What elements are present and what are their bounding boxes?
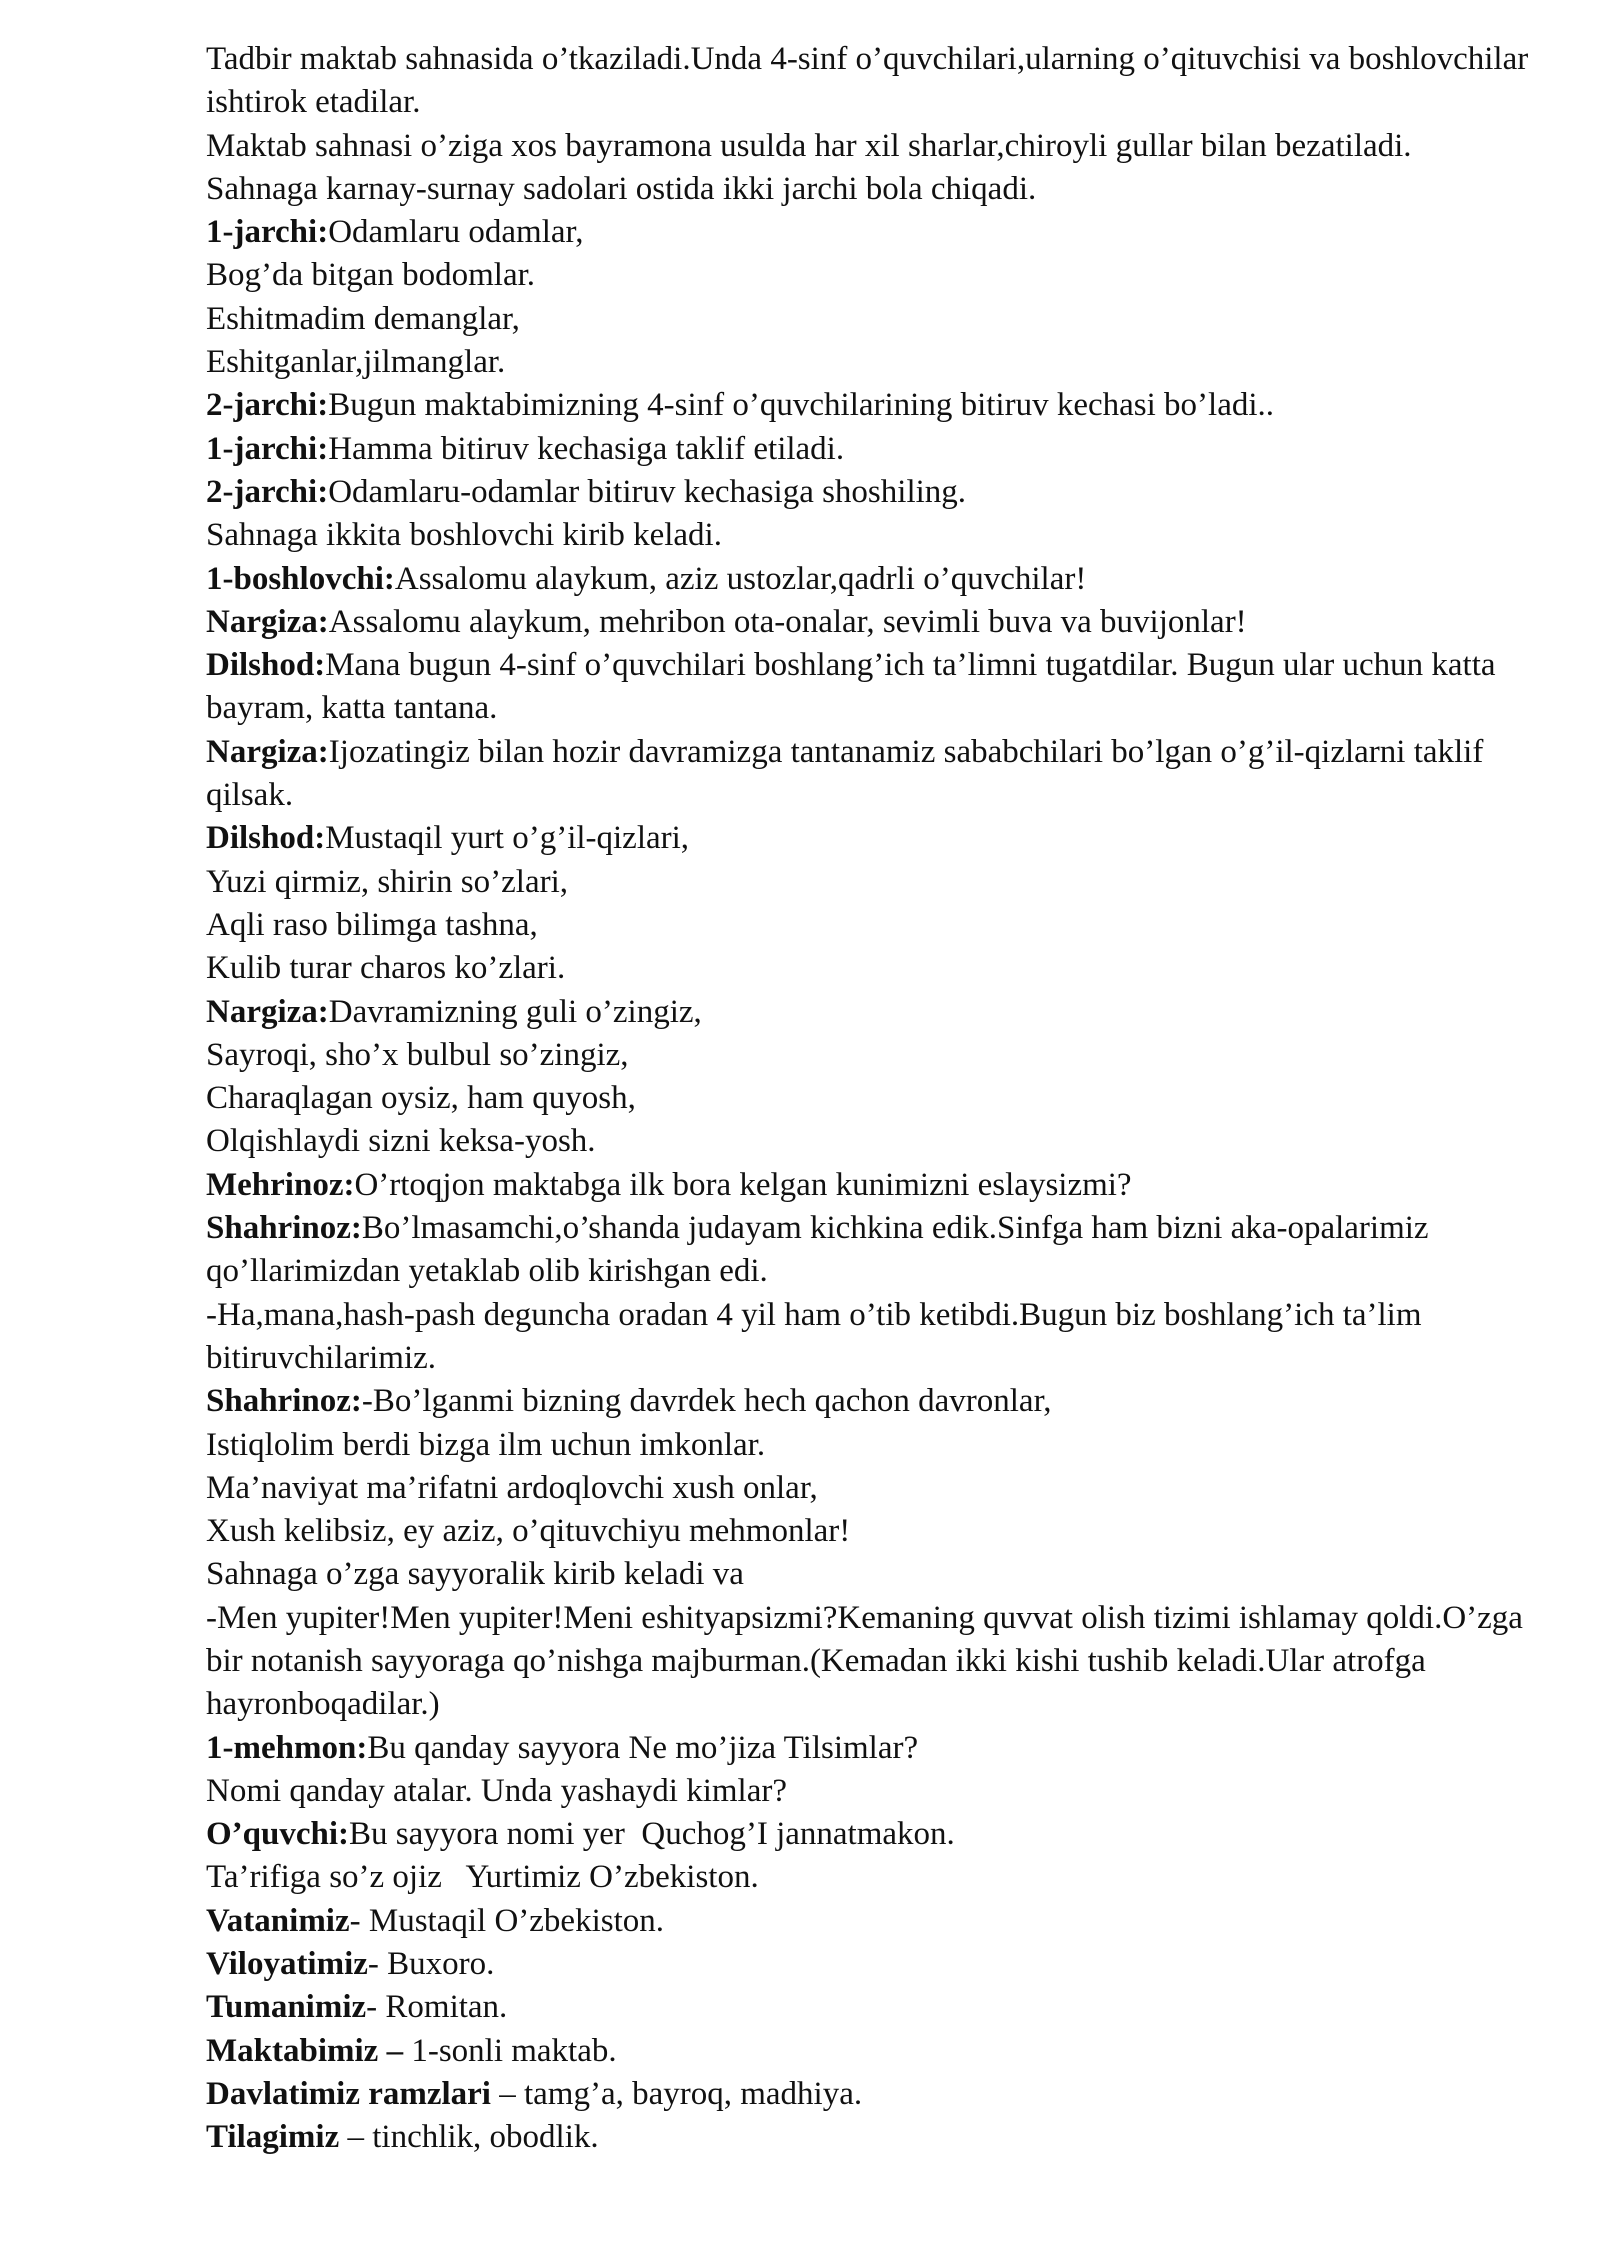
paragraph-text: Ijozatingiz bilan hozir davramizga tantanamiz sababchilari bo’lgan o’g’il-qizlarni taklif qilsak. <box>206 733 1492 814</box>
paragraph-text: - Buxoro. <box>367 1946 495 1983</box>
paragraph-text: – tamg’a, bayroq, madhiya. <box>490 2075 863 2112</box>
script-paragraph <box>206 1424 1546 1467</box>
script-paragraph <box>206 1164 1546 1207</box>
script-paragraph <box>206 817 1546 860</box>
speaker-label: 2-jarchi: <box>206 473 329 510</box>
script-paragraph <box>206 1077 1546 1120</box>
paragraph-text: Bu qanday sayyora Ne mo’jiza Tilsimlar? <box>367 1729 919 1766</box>
paragraph-text: Sahnaga o’zga sayyoralik kirib keladi va <box>206 1556 744 1593</box>
script-paragraph <box>206 2030 1546 2073</box>
script-paragraph <box>206 1034 1546 1077</box>
script-paragraph <box>206 1553 1546 1596</box>
paragraph-text: Hamma bitiruv kechasiga taklif etiladi. <box>328 430 845 467</box>
paragraph-text: Charaqlagan oysiz, ham quyosh, <box>206 1080 636 1117</box>
paragraph-text: Assalomu alaykum, mehribon ota-onalar, sevimli buva va buvijonlar! <box>328 603 1247 640</box>
document-page <box>206 38 1546 2160</box>
speaker-label: 2-jarchi: <box>206 387 329 424</box>
speaker-label: Shahrinoz: <box>206 1383 362 1420</box>
paragraph-text: Eshitmadim demanglar, <box>206 300 520 337</box>
paragraph-text: Bo’lmasamchi,o’shanda judayam kichkina edik.Sinfga ham bizni aka-opalarimiz qo’llarimizdan yetaklab olib kirishgan edi. <box>206 1210 1437 1290</box>
script-paragraph <box>206 644 1546 731</box>
paragraph-text: Eshitganlar,jilmanglar. <box>206 344 506 381</box>
script-paragraph <box>206 904 1546 947</box>
speaker-label: Dilshod: <box>206 820 326 857</box>
script-paragraph <box>206 1467 1546 1510</box>
paragraph-text: Mana bugun 4-sinf o’quvchilari boshlang’ich ta’limni tugatdilar. Bugun ular uchun katta bayram, katta tantana. <box>206 647 1504 727</box>
paragraph-text: Odamlaru odamlar, <box>328 214 584 251</box>
speaker-label: 1-boshlovchi: <box>206 560 395 597</box>
script-paragraph <box>206 861 1546 904</box>
speaker-label: 1-mehmon: <box>206 1729 368 1766</box>
script-paragraph <box>206 125 1546 168</box>
paragraph-text: Yuzi qirmiz, shirin so’zlari, <box>206 863 569 900</box>
paragraph-text: Bog’da bitgan bodomlar. <box>206 257 536 294</box>
speaker-label: O’quvchi: <box>206 1816 350 1853</box>
paragraph-text: -Ha,mana,hash-pash deguncha oradan 4 yil ham o’tib ketibdi.Bugun biz boshlang’ich ta’lim bitiruvchilarimiz. <box>206 1296 1430 1376</box>
script-paragraph <box>206 947 1546 990</box>
script-paragraph <box>206 1120 1546 1163</box>
paragraph-text: -Men yupiter!Men yupiter!Meni eshityapsizmi?Kemaning quvvat olish tizimi ishlamay qoldi.O’zga bir notanish sayyoraga qo’nishga majburman.(Kemadan ikki kishi tushib keladi.Ular atrofga hayronboqadilar.) <box>206 1599 1532 1723</box>
paragraph-text: Mustaqil yurt o’g’il-qizlari, <box>325 820 690 857</box>
paragraph-text: O’rtoqjon maktabga ilk bora kelgan kunimizni eslaysizmi? <box>354 1166 1132 1203</box>
paragraph-text: Maktab sahnasi o’ziga xos bayramona usulda har xil sharlar,chiroyli gullar bilan bezatiladi. <box>206 127 1412 164</box>
paragraph-text: Bu sayyora nomi yer Quchog’I jannatmakon. <box>349 1816 955 1853</box>
speaker-label: Shahrinoz: <box>206 1210 362 1247</box>
script-paragraph <box>206 1900 1546 1943</box>
script-paragraph <box>206 2073 1546 2116</box>
speaker-label: Nargiza: <box>206 733 329 770</box>
paragraph-text: Ma’naviyat ma’rifatni ardoqlovchi xush onlar, <box>206 1469 818 1506</box>
paragraph-text: - Mustaqil O’zbekiston. <box>349 1902 664 1939</box>
speaker-label: Vatanimiz <box>206 1902 350 1939</box>
script-paragraph <box>206 1727 1546 1770</box>
script-paragraph <box>206 991 1546 1034</box>
script-paragraph <box>206 254 1546 297</box>
speaker-label: Davlatimiz ramzlari <box>206 2075 491 2112</box>
paragraph-text: Sahnaga ikkita boshlovchi kirib keladi. <box>206 517 722 554</box>
script-paragraph <box>206 298 1546 341</box>
paragraph-text: Odamlaru-odamlar bitiruv kechasiga shoshiling. <box>328 473 967 510</box>
speaker-label: Nargiza: <box>206 603 329 640</box>
script-paragraph <box>206 1770 1546 1813</box>
script-paragraph <box>206 1943 1546 1986</box>
script-paragraph <box>206 1294 1546 1381</box>
script-paragraph <box>206 1597 1546 1727</box>
paragraph-text: Davramizning guli o’zingiz, <box>328 993 702 1030</box>
script-paragraph <box>206 601 1546 644</box>
script-paragraph <box>206 168 1546 211</box>
speaker-label: 1-jarchi: <box>206 430 329 467</box>
paragraph-text: Nomi qanday atalar. Unda yashaydi kimlar? <box>206 1772 787 1809</box>
script-paragraph <box>206 731 1546 818</box>
paragraph-text: – tinchlik, obodlik. <box>339 2119 599 2156</box>
script-paragraph <box>206 471 1546 514</box>
script-paragraph <box>206 1207 1546 1294</box>
paragraph-text: Sayroqi, sho’x bulbul so’zingiz, <box>206 1036 629 1073</box>
speaker-label: Maktabimiz – <box>206 2032 404 2069</box>
speaker-label: Dilshod: <box>206 647 326 684</box>
script-paragraph <box>206 384 1546 427</box>
paragraph-text: Kulib turar charos ko’zlari. <box>206 950 566 987</box>
script-paragraph <box>206 2116 1546 2159</box>
paragraph-text: - Romitan. <box>366 1989 508 2026</box>
paragraph-text: -Bo’lganmi bizning davrdek hech qachon davronlar, <box>361 1383 1052 1420</box>
paragraph-text: Bugun maktabimizning 4-sinf o’quvchilarining bitiruv kechasi bo’ladi.. <box>328 387 1275 424</box>
paragraph-text: Tadbir maktab sahnasida o’tkaziladi.Unda 4-sinf o’quvchilari,ularning o’qituvchisi va boshlovchilar ishtirok etadilar. <box>206 41 1537 121</box>
script-paragraph <box>206 1380 1546 1423</box>
script-paragraph <box>206 558 1546 601</box>
speaker-label: Viloyatimiz <box>206 1946 368 1983</box>
paragraph-text: 1-sonli maktab. <box>403 2032 617 2069</box>
paragraph-text: Olqishlaydi sizni keksa-yosh. <box>206 1123 596 1160</box>
speaker-label: Nargiza: <box>206 993 329 1030</box>
script-paragraph <box>206 211 1546 254</box>
speaker-label: Tilagimiz <box>206 2119 340 2156</box>
script-paragraph <box>206 341 1546 384</box>
paragraph-text: Assalomu alaykum, aziz ustozlar,qadrli o’quvchilar! <box>394 560 1087 597</box>
script-paragraph <box>206 1986 1546 2029</box>
speaker-label: 1-jarchi: <box>206 214 329 251</box>
script-paragraph <box>206 38 1546 125</box>
script-paragraph <box>206 1856 1546 1899</box>
paragraph-text: Aqli raso bilimga tashna, <box>206 906 538 943</box>
speaker-label: Mehrinoz: <box>206 1166 355 1203</box>
script-paragraph <box>206 1813 1546 1856</box>
script-paragraph <box>206 1510 1546 1553</box>
paragraph-text: Sahnaga karnay-surnay sadolari ostida ikki jarchi bola chiqadi. <box>206 170 1037 207</box>
script-paragraph <box>206 428 1546 471</box>
paragraph-text: Ta’rifiga so’z ojiz Yurtimiz O’zbekiston. <box>206 1859 759 1896</box>
paragraph-text: Xush kelibsiz, ey aziz, o’qituvchiyu mehmonlar! <box>206 1513 851 1550</box>
script-paragraph <box>206 514 1546 557</box>
speaker-label: Tumanimiz <box>206 1989 367 2026</box>
paragraph-text: Istiqlolim berdi bizga ilm uchun imkonlar. <box>206 1426 766 1463</box>
